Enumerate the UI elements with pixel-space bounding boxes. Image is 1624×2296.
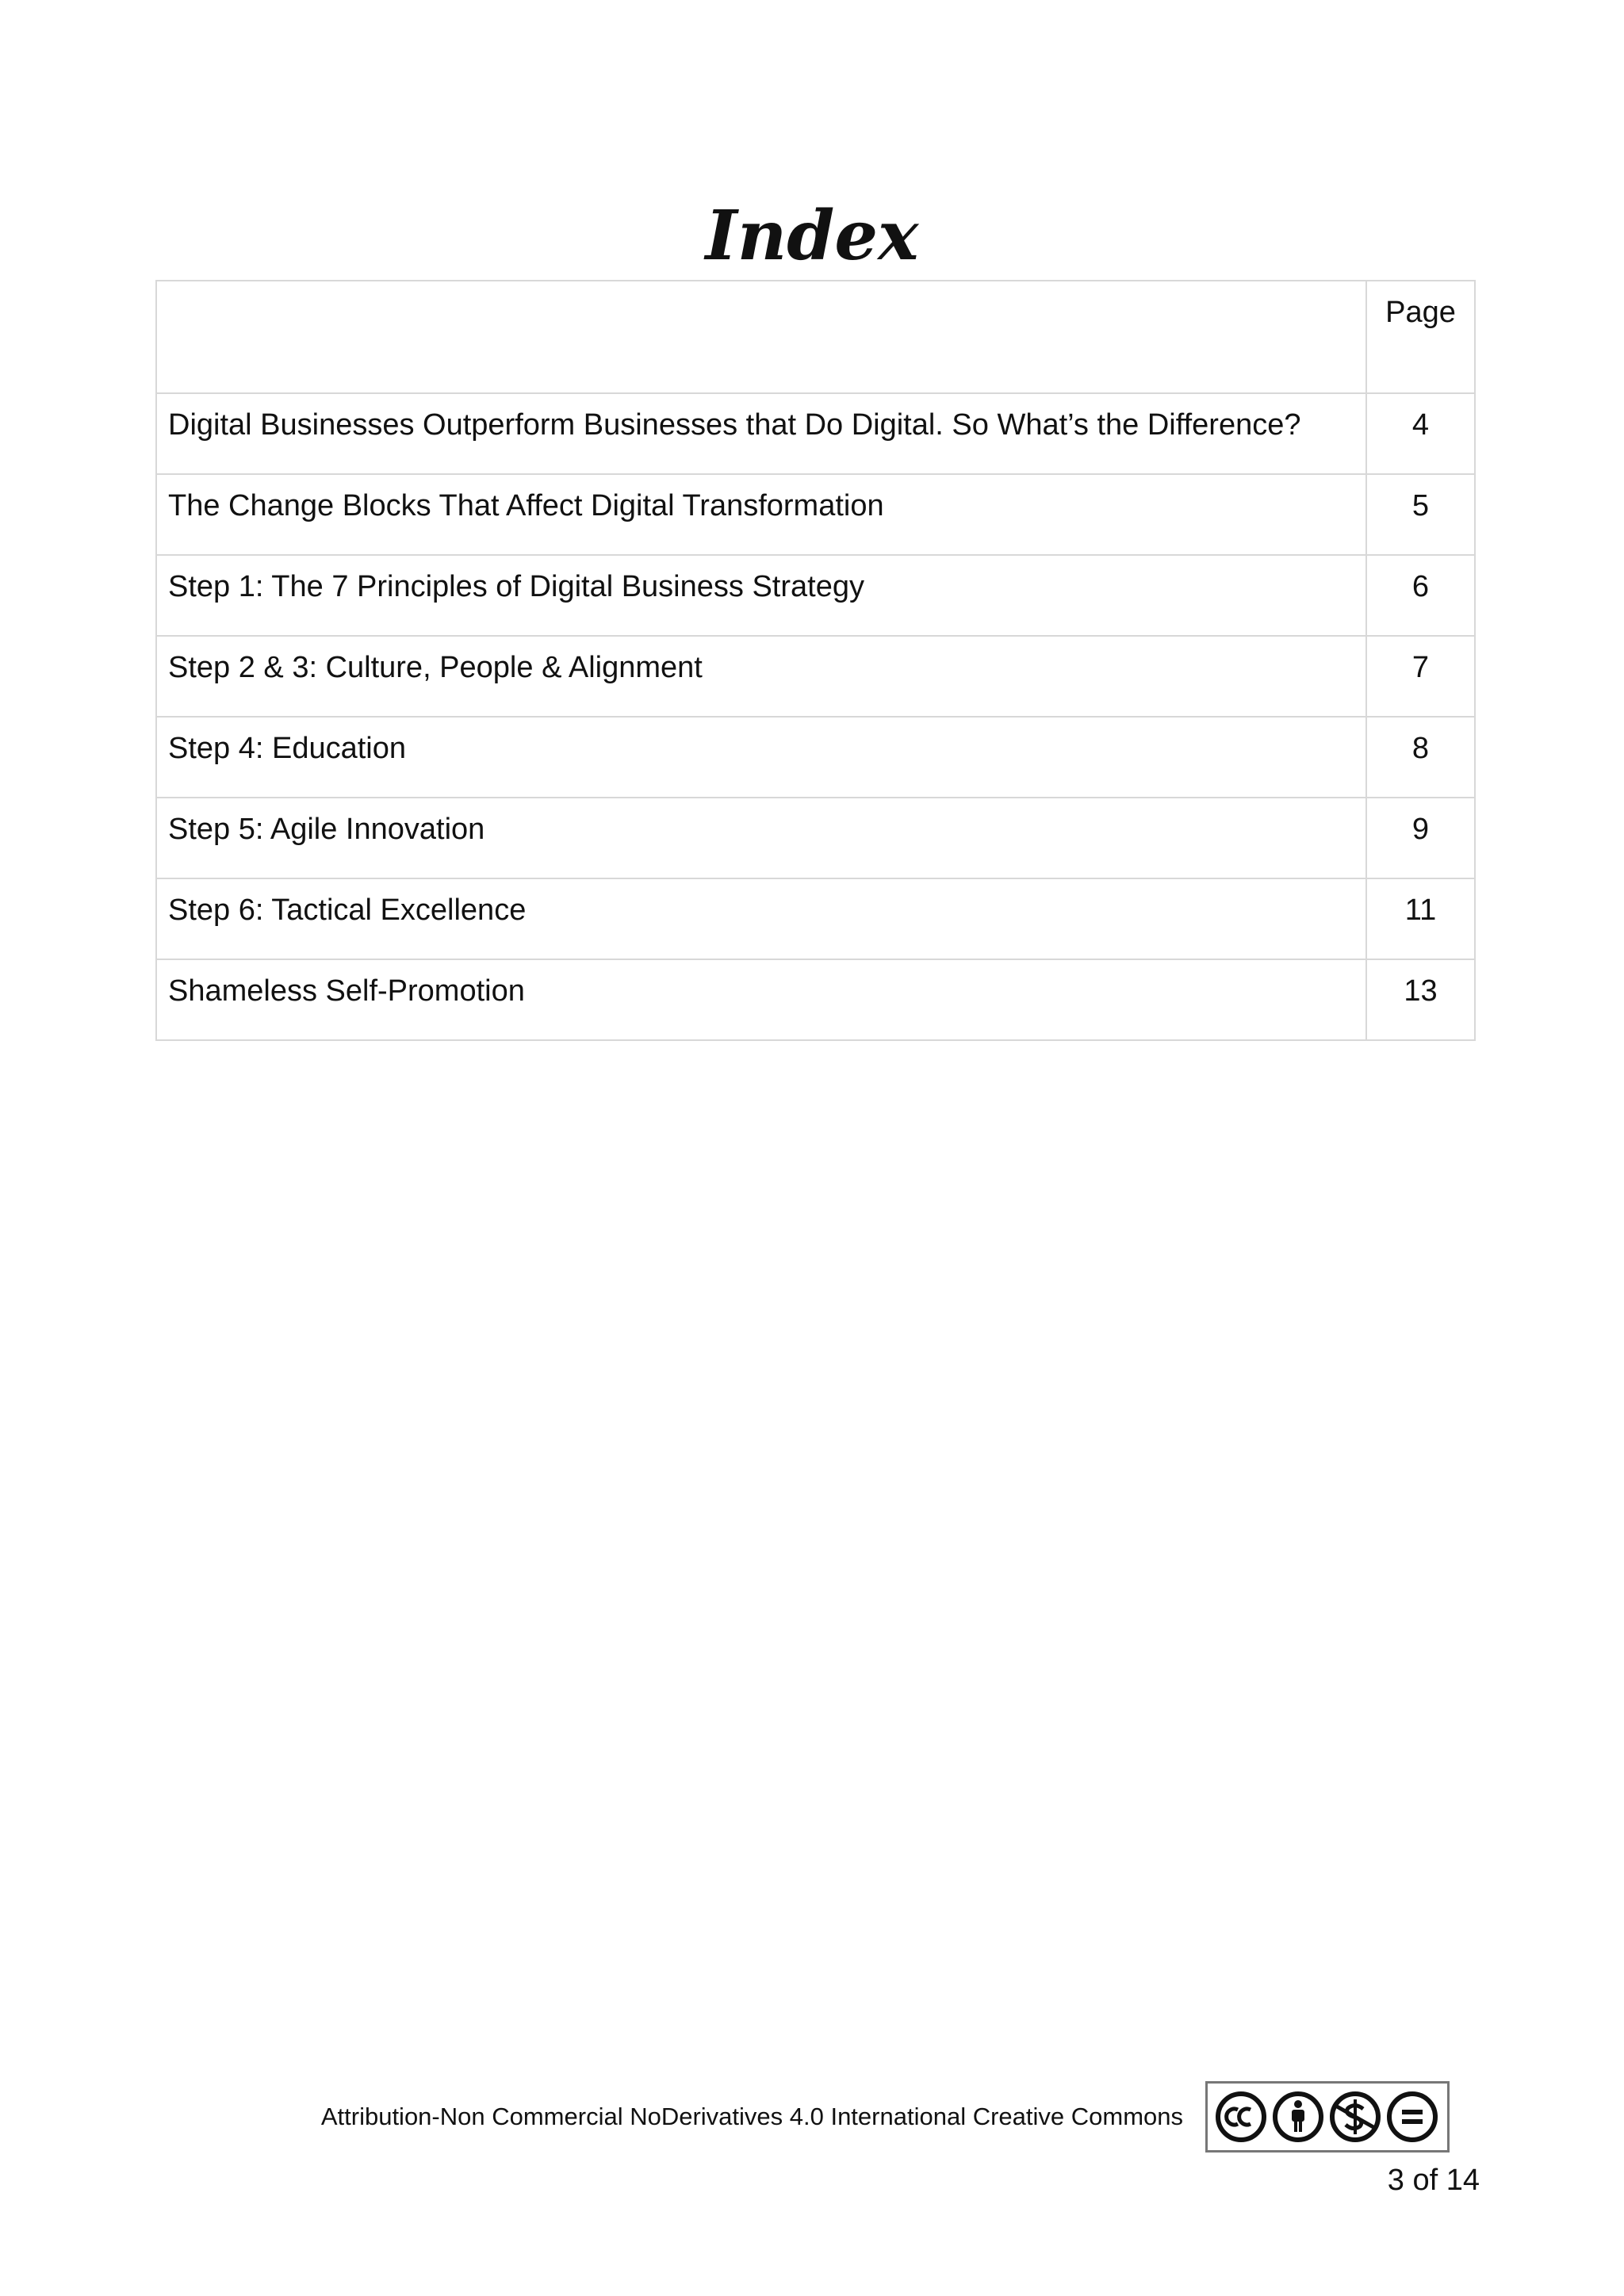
noderivatives-icon — [1389, 2094, 1435, 2140]
entry-title: Step 5: Agile Innovation — [156, 798, 1366, 878]
page-title: Index — [705, 195, 919, 276]
entry-page-number: 9 — [1366, 798, 1475, 878]
license-text: Attribution-Non Commercial NoDerivatives 4.0 International Creative Commons — [320, 2103, 1183, 2130]
entry-page-number: 7 — [1366, 636, 1475, 717]
table-header-row — [156, 281, 1475, 393]
table-row — [156, 717, 1475, 798]
page-column-header: Page — [1366, 281, 1475, 393]
entry-page-number: 5 — [1366, 474, 1475, 555]
table-row — [156, 878, 1475, 959]
entry-title: The Change Blocks That Affect Digital Transformation — [156, 474, 1366, 555]
page-indicator: 3 of 14 — [1387, 2164, 1480, 2197]
entry-title: Digital Businesses Outperform Businesses that Do Digital. So What’s the Difference? — [156, 393, 1366, 474]
entry-title: Step 6: Tactical Excellence — [156, 878, 1366, 959]
entry-title: Shameless Self-Promotion — [156, 959, 1366, 1040]
table-row — [156, 555, 1475, 636]
entry-page-number: 6 — [1366, 555, 1475, 636]
entry-page-number: 4 — [1366, 393, 1475, 474]
entry-title: Step 4: Education — [156, 717, 1366, 798]
attribution-icon — [1275, 2094, 1321, 2140]
entry-page-number: 13 — [1366, 959, 1475, 1040]
table-row — [156, 798, 1475, 878]
creative-commons-badge — [1205, 2081, 1450, 2152]
entry-page-number: 11 — [1366, 878, 1475, 959]
entry-title: Step 2 & 3: Culture, People & Alignment — [156, 636, 1366, 717]
table-row — [156, 474, 1475, 555]
noncommercial-icon — [1332, 2094, 1378, 2140]
table-row — [156, 959, 1475, 1040]
table-row — [156, 636, 1475, 717]
entry-title: Step 1: The 7 Principles of Digital Business Strategy — [156, 555, 1366, 636]
table-row — [156, 393, 1475, 474]
index-table — [155, 280, 1476, 1041]
cc-icon — [1218, 2094, 1264, 2140]
entry-page-number: 8 — [1366, 717, 1475, 798]
header-empty-cell — [156, 281, 1366, 393]
creative-commons-icons — [1208, 2084, 1447, 2150]
